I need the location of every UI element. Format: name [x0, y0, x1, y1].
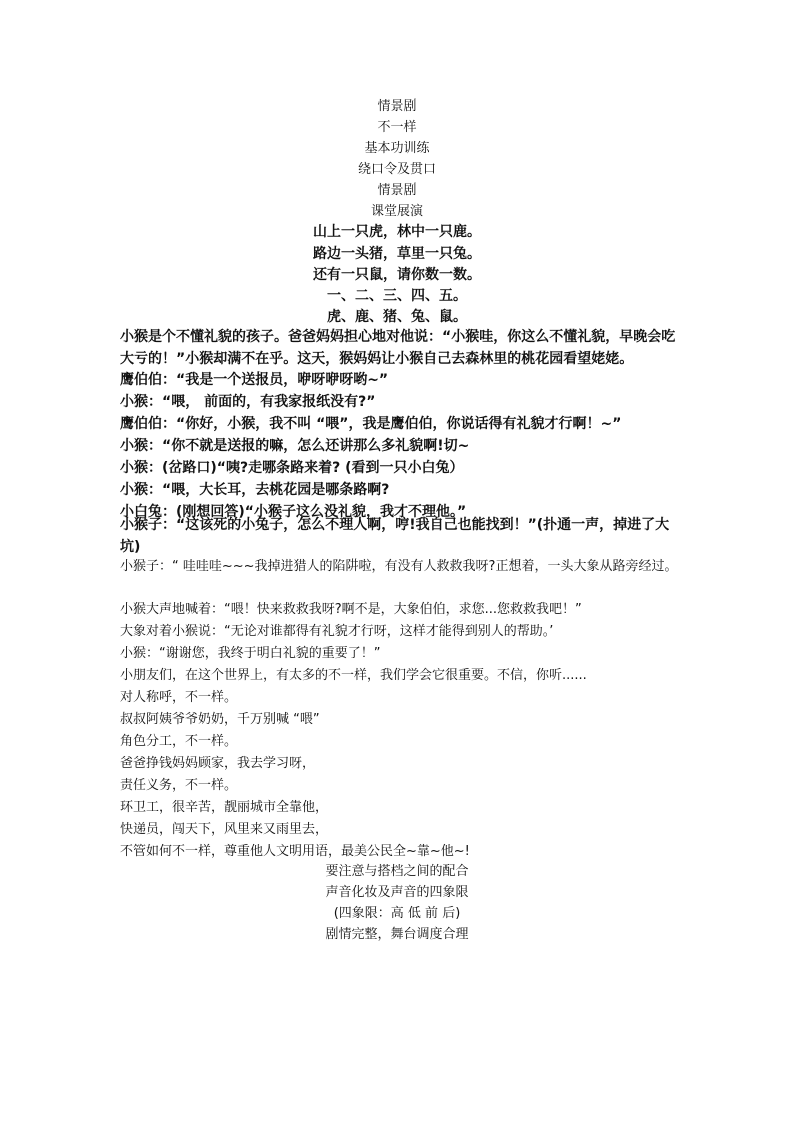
story-line: 对人称呼，不一样。	[120, 690, 238, 705]
heading-different: 不一样	[377, 120, 417, 135]
story-line: 小猴：“喂，大长耳，去桃花园是哪条路啊?	[120, 482, 390, 498]
story-line: 鹰伯伯：“我是一个送报员，咿呀咿呀哟~”	[120, 372, 389, 388]
story-paragraph: 小猴子：“ 哇哇哇~~~我掉进猎人的陷阱啦，有没有人救救我呀?正想着，一头大象从路旁经过。	[120, 559, 678, 574]
twister-line: 山上一只虎，林中一只鹿。	[313, 224, 481, 240]
story-line: 小白兔：(刚想回答)“小猴子这么没礼貌，我才不理他。”	[120, 504, 467, 520]
note-line: 声音化妆及声音的四象限	[325, 885, 469, 900]
heading-class-show: 课堂展演	[370, 204, 423, 219]
note-line: 剧情完整，舞台调度合理	[325, 927, 469, 942]
story-line: 角色分工，不一样。	[120, 734, 238, 749]
story-line: 爸爸挣钱妈妈顾家，我去学习呀，	[120, 756, 316, 771]
twister-line: 路边一头猪，草里一只兔。	[313, 246, 481, 262]
story-line: 小猴大声地喊着：“喂！快来救救我呀?啊不是，大象伯伯，求您...您救救我吧！”	[120, 602, 582, 617]
story-line: 小朋友们，在这个世界上，有太多的不一样，我们学会它很重要。不信，你听......	[120, 668, 587, 683]
story-line: 环卫工，很辛苦，靓丽城市全靠他，	[120, 800, 329, 815]
heading-tongue-twister: 绕口令及贯口	[357, 162, 436, 177]
story-line: 责任义务，不一样。	[120, 778, 238, 793]
note-line: (四象限：高 低 前 后)	[333, 906, 461, 921]
story-line: 叔叔阿姨爷爷奶奶，千万别喊 “喂”	[120, 712, 320, 727]
heading-basic-training: 基本功训练	[364, 141, 430, 156]
story-line: 小猴：“谢谢您，我终于明白礼貌的重要了！”	[120, 646, 381, 661]
heading-scene-drama: 情景剧	[377, 99, 417, 114]
note-line: 要注意与搭档之间的配合	[325, 864, 469, 879]
story-line: 小猴：(岔路口)“咦?走哪条路来着? (看到一只小白兔）	[120, 460, 464, 476]
story-line: 大象对着小猴说：“无论对谁都得有礼貌才行呀，这样才能得到别人的帮助。’	[120, 624, 554, 639]
twister-line: 一、二、三、四、五。	[327, 288, 467, 304]
story-line: 小猴：“喂， 前面的，有我家报纸没有?”	[120, 394, 376, 410]
story-line: 快递员，闯天下，风里来又雨里去，	[120, 822, 329, 837]
heading-scene-drama-2: 情景剧	[377, 183, 417, 198]
story-line: 不管如何不一样，尊重他人文明用语，最美公民全~靠~他~!	[120, 844, 470, 859]
story-line: 鹰伯伯：“你好，小猴，我不叫 “喂”，我是鹰伯伯，你说话得有礼貌才行啊！~”	[120, 416, 622, 432]
story-line: 小猴子：“这该死的小兔子，怎么不理人啊，哼!我自己也能找到！”(扑通一声，掉进了大坑)	[120, 517, 670, 555]
twister-line: 虎、鹿、猪、兔、鼠。	[327, 309, 467, 325]
story-intro: 小猴是个不懂礼貌的孩子。爸爸妈妈担心地对他说：“小猴哇，你这么不懂礼貌，早晚会吃大亏的！”小猴却满不在乎。这天，猴妈妈让小猴自己去森林里的桃花园看望姥姥。	[120, 329, 676, 367]
twister-line: 还有一只鼠，请你数一数。	[313, 267, 481, 283]
story-line: 小猴：“你不就是送报的嘛，怎么还讲那么多礼貌啊!切~	[120, 438, 470, 454]
